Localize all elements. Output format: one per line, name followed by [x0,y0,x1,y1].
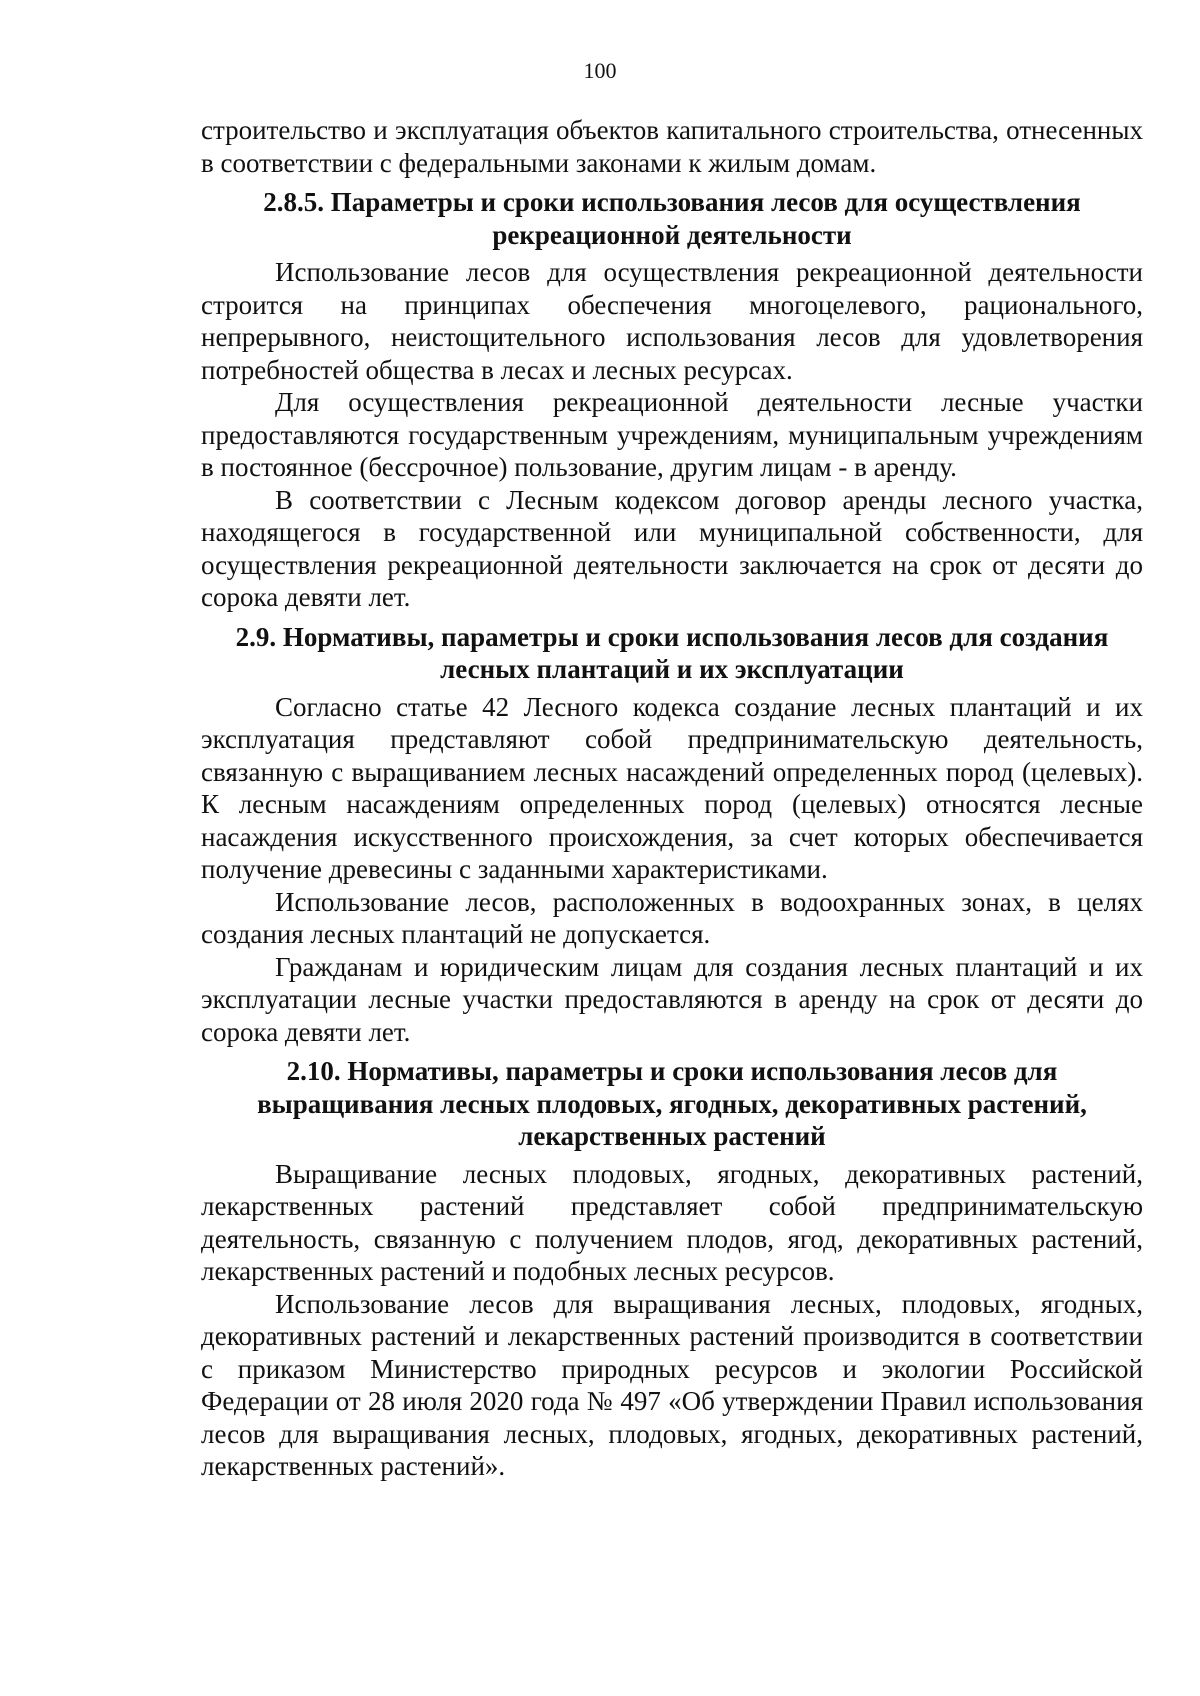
document-body [201,114,1143,1483]
section-paragraph: Согласно статье 42 Лесного кодекса создание лесных плантаций и их эксплуатация представляют собой предпринимательскую деятельность, связанную с выращиванием лесных насаждений определенных пород (целевых). К лесным насаждениям определенных пород (целевых) относятся лесные насаждения искусственного происхождения, за счет которых обеспечивается получение древесины с заданными характеристиками. [201,691,1143,884]
section-paragraph: Выращивание лесных плодовых, ягодных, декоративных растений, лекарственных растений представляет собой предпринимательскую деятельность, связанную с получением плодов, ягод, декоративных растений, лекарственных растений и подобных лесных ресурсов. [201,1158,1143,1286]
section-paragraph: Использование лесов для выращивания лесных, плодовых, ягодных, декоративных растений и лекарственных растений производится в соответствии с приказом Министерство природных ресурсов и экологии Российской Федерации от 28 июля 2020 года № 497 «Об утверждении Правил использования лесов для выращивания лесных, плодовых, ягодных, декоративных растений, лекарственных растений». [201,1288,1143,1481]
section-paragraph: Гражданам и юридическим лицам для создания лесных плантаций и их эксплуатации лесные участки предоставляются в аренду на срок от десяти до сорока девяти лет. [201,951,1143,1047]
page-number: 100 [583,58,617,83]
section-heading: 2.8.5. Параметры и сроки использования лесов для осуществления рекреационной деятельности [263,187,1081,250]
section-heading: 2.9. Нормативы, параметры и сроки использования лесов для создания лесных плантаций и их эксплуатации [235,621,1109,684]
section-paragraph: Использование лесов для осуществления рекреационной деятельности строится на принципах обеспечения многоцелевого, рационального, непрерывного, неистощительного использования лесов для удовлетворения потребностей общества в лесах и лесных ресурсах. [201,257,1143,385]
intro-paragraph: строительство и эксплуатация объектов капитального строительства, отнесенных в соответствии с федеральными законами к жилым домам. [201,115,1143,178]
section-2-8-5 [201,186,1143,614]
section-paragraph: В соответствии с Лесным кодексом договор аренды лесного участка, находящегося в государственной или муниципальной собственности, для осуществления рекреационной деятельности заключается на срок от десяти до сорока девяти лет. [201,484,1143,612]
section-paragraph: Для осуществления рекреационной деятельности лесные участки предоставляются государственным учреждениям, муниципальным учреждениям в постоянное (бессрочное) пользование, другим лицам - в аренду. [201,387,1143,482]
section-heading: 2.10. Нормативы, параметры и сроки использования лесов для выращивания лесных плодовых, ягодных, декоративных растений, лекарственных растений [257,1056,1087,1151]
section-2-10 [201,1055,1143,1483]
section-2-9 [201,621,1143,1049]
section-paragraph: Использование лесов, расположенных в водоохранных зонах, в целях создания лесных плантаций не допускается. [201,886,1143,949]
